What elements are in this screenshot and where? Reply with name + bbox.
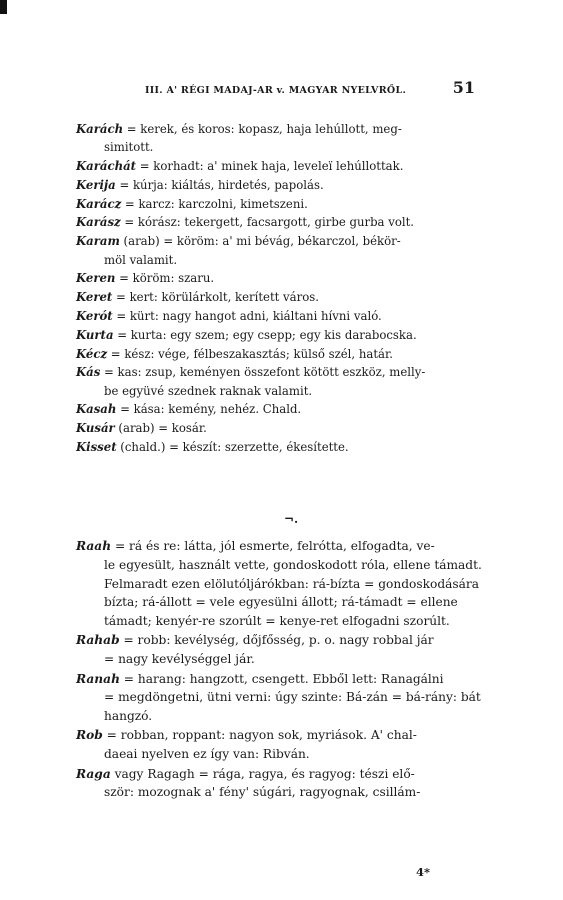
dictionary-entry: [76, 213, 506, 231]
dictionary-entry: [76, 288, 506, 306]
page-number: 51: [452, 78, 475, 97]
entry-headword: Kisset: [76, 440, 117, 455]
entry-headword: Keren: [76, 271, 116, 286]
entry-definition: = kas: zsup, keményen összefont kötött eszköz, melly-: [100, 365, 426, 380]
entry-headword: Kusár: [76, 421, 115, 436]
section-separator: ¬.: [284, 512, 299, 526]
entry-headword: Keret: [76, 290, 113, 305]
dictionary-entry: [76, 269, 506, 287]
entry-continuation: = megdöngetni, ütni verni: úgy szinte: Bá-zán = bá-rány: bát hangzó.: [104, 690, 481, 724]
entry-definition: = kúrja: kiáltás, hirdetés, papolás.: [115, 177, 324, 192]
entry-headword: Kasah: [76, 402, 117, 417]
dictionary-entry: [76, 326, 506, 344]
entry-definition: vagy Ragagh = rága, ragya, és ragyog: tészi elő-: [110, 766, 415, 781]
entry-definition: = rá és re: látta, jól esmerte, felrótta, elfogadta, ve-: [111, 539, 435, 553]
dictionary-entry: [76, 537, 506, 631]
entry-headword: Karász: [76, 215, 121, 230]
dictionary-entry: [76, 765, 506, 803]
dictionary-entry: [76, 419, 506, 437]
entry-definition: = robb: kevélység, dőjfősség, p. o. nagy robbal jár: [119, 633, 434, 648]
dictionary-entry: [76, 157, 506, 175]
entry-headword: Raga: [76, 766, 111, 781]
dictionary-entry: [76, 195, 506, 213]
entry-definition: = kerek, és koros: kopasz, haja lehúllott, meg-: [123, 122, 402, 136]
signature-mark: 4*: [416, 865, 431, 879]
entry-list-r: [76, 537, 506, 803]
dictionary-entry: [76, 176, 506, 194]
entry-continuation: le egyesült, használt vette, gondoskodott róla, ellene támadt. Felmaradt ezen elölutóljárókban: rá-bízta = gondoskodására bízta; rá-állott = vele egyesülni állott; rá-támadt = ellene támadt; kenyér-re szorúlt = kenye-ret elfogadni szorúlt.: [104, 557, 482, 629]
dictionary-entry: [76, 670, 506, 726]
entry-continuation: möl valamit.: [104, 252, 178, 267]
dictionary-entry: [76, 363, 506, 400]
entry-headword: Rahab: [76, 633, 120, 648]
entry-definition: = harang: hangzott, csengett. Ebből lett: Ranagálni: [119, 671, 444, 686]
entry-definition: = köröm: szaru.: [115, 271, 215, 286]
dictionary-entry: [76, 438, 506, 456]
entry-headword: Raah: [76, 539, 112, 553]
dictionary-entry: [76, 400, 506, 418]
entry-definition: (arab) = köröm: a' mi bévág, békarczol, békör-: [119, 234, 401, 249]
entry-definition: (arab) = kosár.: [114, 421, 207, 436]
entry-definition: = kása: kemény, nehéz. Chald.: [116, 402, 302, 417]
dictionary-entry: [76, 345, 506, 363]
entry-definition: (chald.) = készít: szerzette, ékesítette.: [116, 440, 349, 455]
entry-continuation: daeai nyelven ez így van: Ribván.: [104, 747, 310, 762]
entry-definition: = korhadt: a' minek haja, leveleï lehúllottak.: [136, 159, 404, 174]
entry-headword: Kerót: [76, 308, 113, 323]
entry-headword: Kerija: [76, 177, 116, 192]
entry-headword: Kécz: [76, 346, 108, 361]
dictionary-entry: [76, 726, 506, 764]
entry-definition: = kert: körülárkolt, kerített város.: [112, 290, 319, 305]
entry-headword: Kás: [76, 365, 101, 380]
entry-definition: = karcz: karczolni, kimetszeni.: [121, 196, 308, 211]
entry-list-k: [76, 120, 506, 457]
dictionary-entry: [76, 232, 506, 269]
dictionary-entry: [76, 120, 506, 157]
running-title: III. A' RÉGI MADAJ-AR v. MAGYAR NYELVRŐL.: [145, 85, 407, 96]
entry-continuation: simitott.: [104, 140, 154, 155]
entry-definition: = kurta: egy szem; egy csepp; egy kis darabocska.: [113, 327, 417, 342]
entry-headword: Rob: [76, 728, 103, 743]
entry-headword: Karách: [76, 122, 124, 136]
dictionary-entry: [76, 307, 506, 325]
entry-definition: = kész: vége, félbeszakasztás; külső szél, határ.: [107, 346, 394, 361]
running-header: [145, 78, 475, 97]
corner-mark: [0, 0, 7, 14]
entry-continuation: be együvé szednek raknak valamit.: [104, 383, 313, 398]
entry-definition: = robban, roppant: nagyon sok, myriások. A' chal-: [102, 728, 417, 743]
entry-headword: Karam: [76, 234, 120, 249]
entry-continuation: ször: mozognak a' fény' súgári, ragyognak, csillám-: [104, 785, 421, 800]
entry-headword: Kurta: [76, 327, 114, 342]
entry-headword: Karáchát: [76, 159, 137, 174]
entry-continuation: = nagy kevélységgel jár.: [104, 652, 255, 667]
entry-headword: Karácz: [76, 196, 122, 211]
entry-definition: = kórász: tekergett, facsargott, girbe gurba volt.: [120, 215, 415, 230]
dictionary-entry: [76, 631, 506, 669]
entry-definition: = kürt: nagy hangot adni, kiáltani hívni való.: [112, 308, 382, 323]
entry-headword: Ranah: [76, 671, 120, 686]
